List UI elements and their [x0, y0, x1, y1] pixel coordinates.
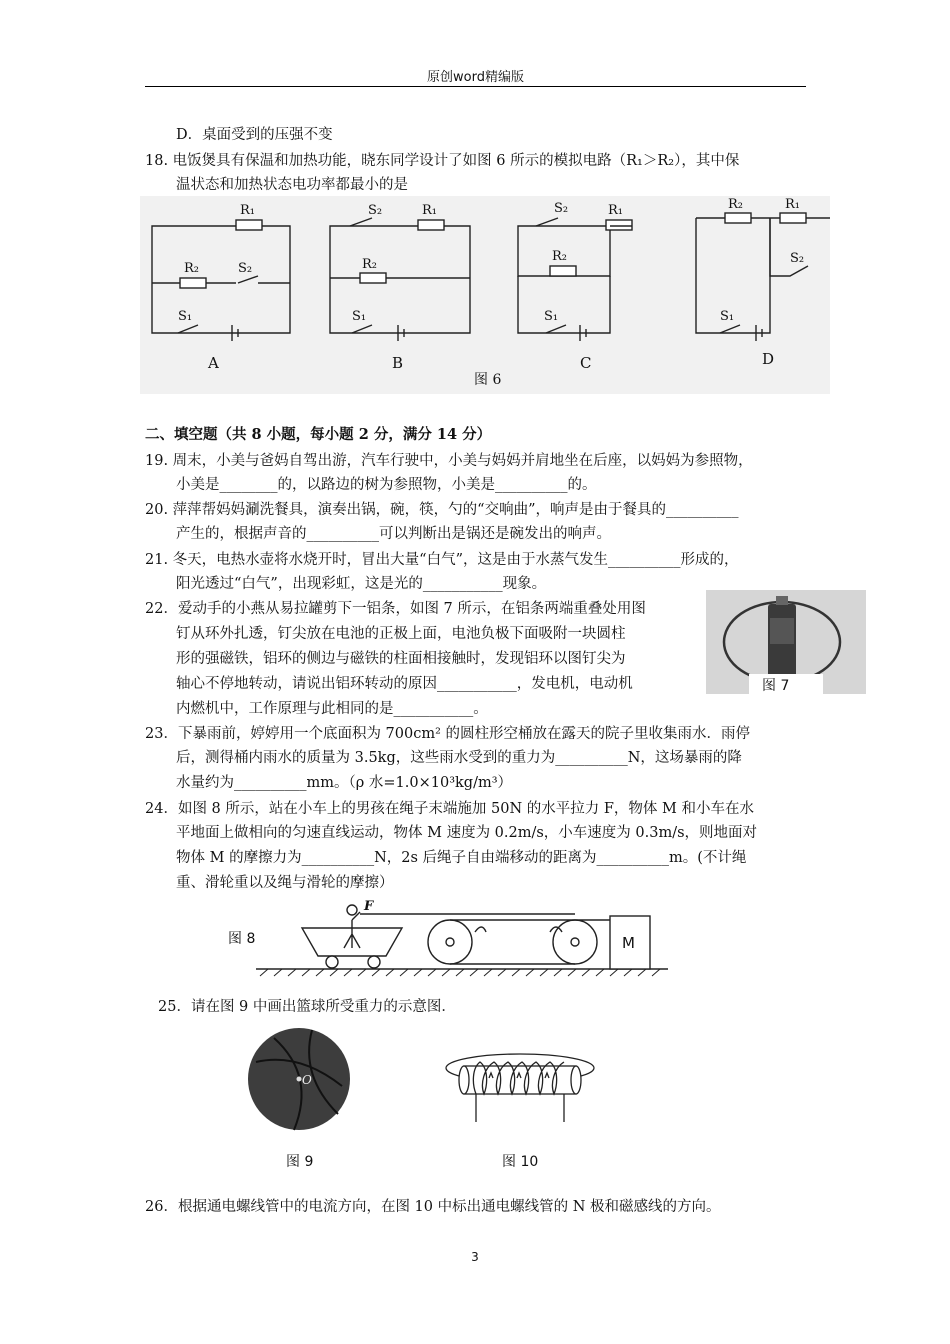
q18-line1: 18. 电饭煲具有保温和加热功能，晓东同学设计了如图 6 所示的模拟电路（R₁＞R₂），其中保 [145, 153, 740, 169]
figure-7-caption: 图 7 [762, 678, 790, 694]
q19-line1: 19. 周末，小美与爸妈自驾出游，汽车行驶中，小美与妈妈并肩地坐在后座，以妈妈为参照物， [145, 453, 753, 469]
q17-option-d: D．桌面受到的压强不变 [176, 127, 333, 143]
page-header: 原创word精编版 [427, 70, 524, 85]
q24-line2: 平地面上做相向的匀速直线运动，物体 M 速度为 0.2m/s，小车速度为 0.3m/s，则地面对 [176, 825, 758, 841]
q20-line2: 产生的，根据声音的__________可以判断出是锅还是碗发出的响声。 [176, 526, 611, 542]
circuit-d-s1-label: S₁ [720, 309, 735, 324]
circuit-d-s2-label: S₂ [790, 251, 805, 266]
header-rule [145, 86, 806, 87]
q23-line2: 后，测得桶内雨水的质量为 3.5kg，这些雨水受到的重力为__________N，这场暴雨的降 [176, 750, 742, 766]
q24-line4: 重、滑轮重以及绳与滑轮的摩擦） [176, 875, 394, 891]
q20-line1: 20. 萍萍帮妈妈涮洗餐具，演奏出锅，碗，筷，勺的“交响曲”，响声是由于餐具的__________ [145, 502, 739, 518]
circuit-c-s2-label: S₂ [554, 201, 569, 216]
circuit-a-s2-label: S₂ [238, 261, 253, 276]
circuit-a-r1-label: R₁ [240, 203, 255, 218]
q21-line2: 阳光透过“白气”，出现彩虹，这是光的___________现象。 [176, 576, 547, 592]
block-m-label: M [622, 934, 635, 952]
circuit-a-letter: A [208, 354, 219, 372]
figure-6-caption: 图 6 [474, 372, 502, 388]
q23-line1: 23．下暴雨前，婷婷用一个底面积为 700cm² 的圆柱形空桶放在露天的院子里收集雨水．雨停 [145, 726, 751, 742]
circuit-b-r1-label: R₁ [422, 203, 437, 218]
section-2-title: 二、填空题（共 8 小题，每小题 2 分，满分 14 分） [145, 426, 492, 443]
force-f-label: F [364, 899, 374, 914]
q25-text: 25．请在图 9 中画出篮球所受重力的示意图． [158, 999, 456, 1015]
q18-line2: 温状态和加热状态电功率都最小的是 [176, 177, 408, 193]
q19-line2: 小美是________的，以路边的树为参照物，小美是__________的。 [176, 477, 597, 493]
figure-10-solenoid [444, 1040, 600, 1130]
q21-line1: 21. 冬天，电热水壶将水烧开时，冒出大量“白气”，这是由于水蒸气发生__________形成的， [145, 552, 739, 568]
center-o-label: O [302, 1073, 312, 1087]
circuit-b-s1-label: S₁ [352, 309, 367, 324]
q22-line5: 内燃机中，工作原理与此相同的是___________。 [176, 701, 488, 717]
q24-line3: 物体 M 的摩擦力为__________N，2s 后绳子自由端移动的距离为__________m。(不计绳 [176, 850, 747, 866]
figure-8-caption: 图 8 [228, 931, 256, 947]
circuit-c-s1-label: S₁ [544, 309, 559, 324]
circuit-c-r2-label: R₂ [552, 249, 567, 264]
q24-line1: 24．如图 8 所示，站在小车上的男孩在绳子末端施加 50N 的水平拉力 F，物体 M 和小车在水 [145, 801, 754, 817]
q22-line1: 22．爱动手的小燕从易拉罐剪下一铝条，如图 7 所示，在铝条两端重叠处用图 [145, 601, 646, 617]
q26-text: 26．根据通电螺线管中的电流方向，在图 10 中标出通电螺线管的 N 极和磁感线的方向。 [145, 1199, 721, 1215]
circuit-d-r2-label: R₂ [728, 197, 743, 212]
q22-line4: 轴心不停地转动，请说出铝环转动的原因___________，发电机，电动机 [176, 676, 633, 692]
circuit-c-letter: C [580, 354, 592, 372]
circuit-b-s2-label: S₂ [368, 203, 383, 218]
figure-8-pulley-system [250, 898, 670, 980]
circuit-b-letter: B [392, 354, 404, 372]
figure-9-basketball [246, 1026, 352, 1132]
q22-line2: 钉从环外扎透，钉尖放在电池的正极上面，电池负极下面吸附一块圆柱 [176, 626, 626, 642]
circuit-a-s1-label: S₁ [178, 309, 193, 324]
q22-line3: 形的强磁铁，铝环的侧边与磁铁的柱面相接触时，发现铝环以图钉尖为 [176, 651, 626, 667]
circuit-d-r1-label: R₁ [785, 197, 800, 212]
figure-7-battery-ring [706, 590, 866, 694]
q23-line3: 水量约为__________mm。（ρ 水=1.0×10³kg/m³） [176, 775, 513, 791]
circuit-d-letter: D [762, 350, 775, 368]
figure-10-caption: 图 10 [502, 1154, 539, 1170]
figure-6-circuits [140, 196, 830, 394]
circuit-b-r2-label: R₂ [362, 257, 377, 272]
page-number: 3 [471, 1250, 479, 1264]
circuit-a-r2-label: R₂ [184, 261, 199, 276]
figure-9-caption: 图 9 [286, 1154, 314, 1170]
circuit-c-r1-label: R₁ [608, 203, 623, 218]
